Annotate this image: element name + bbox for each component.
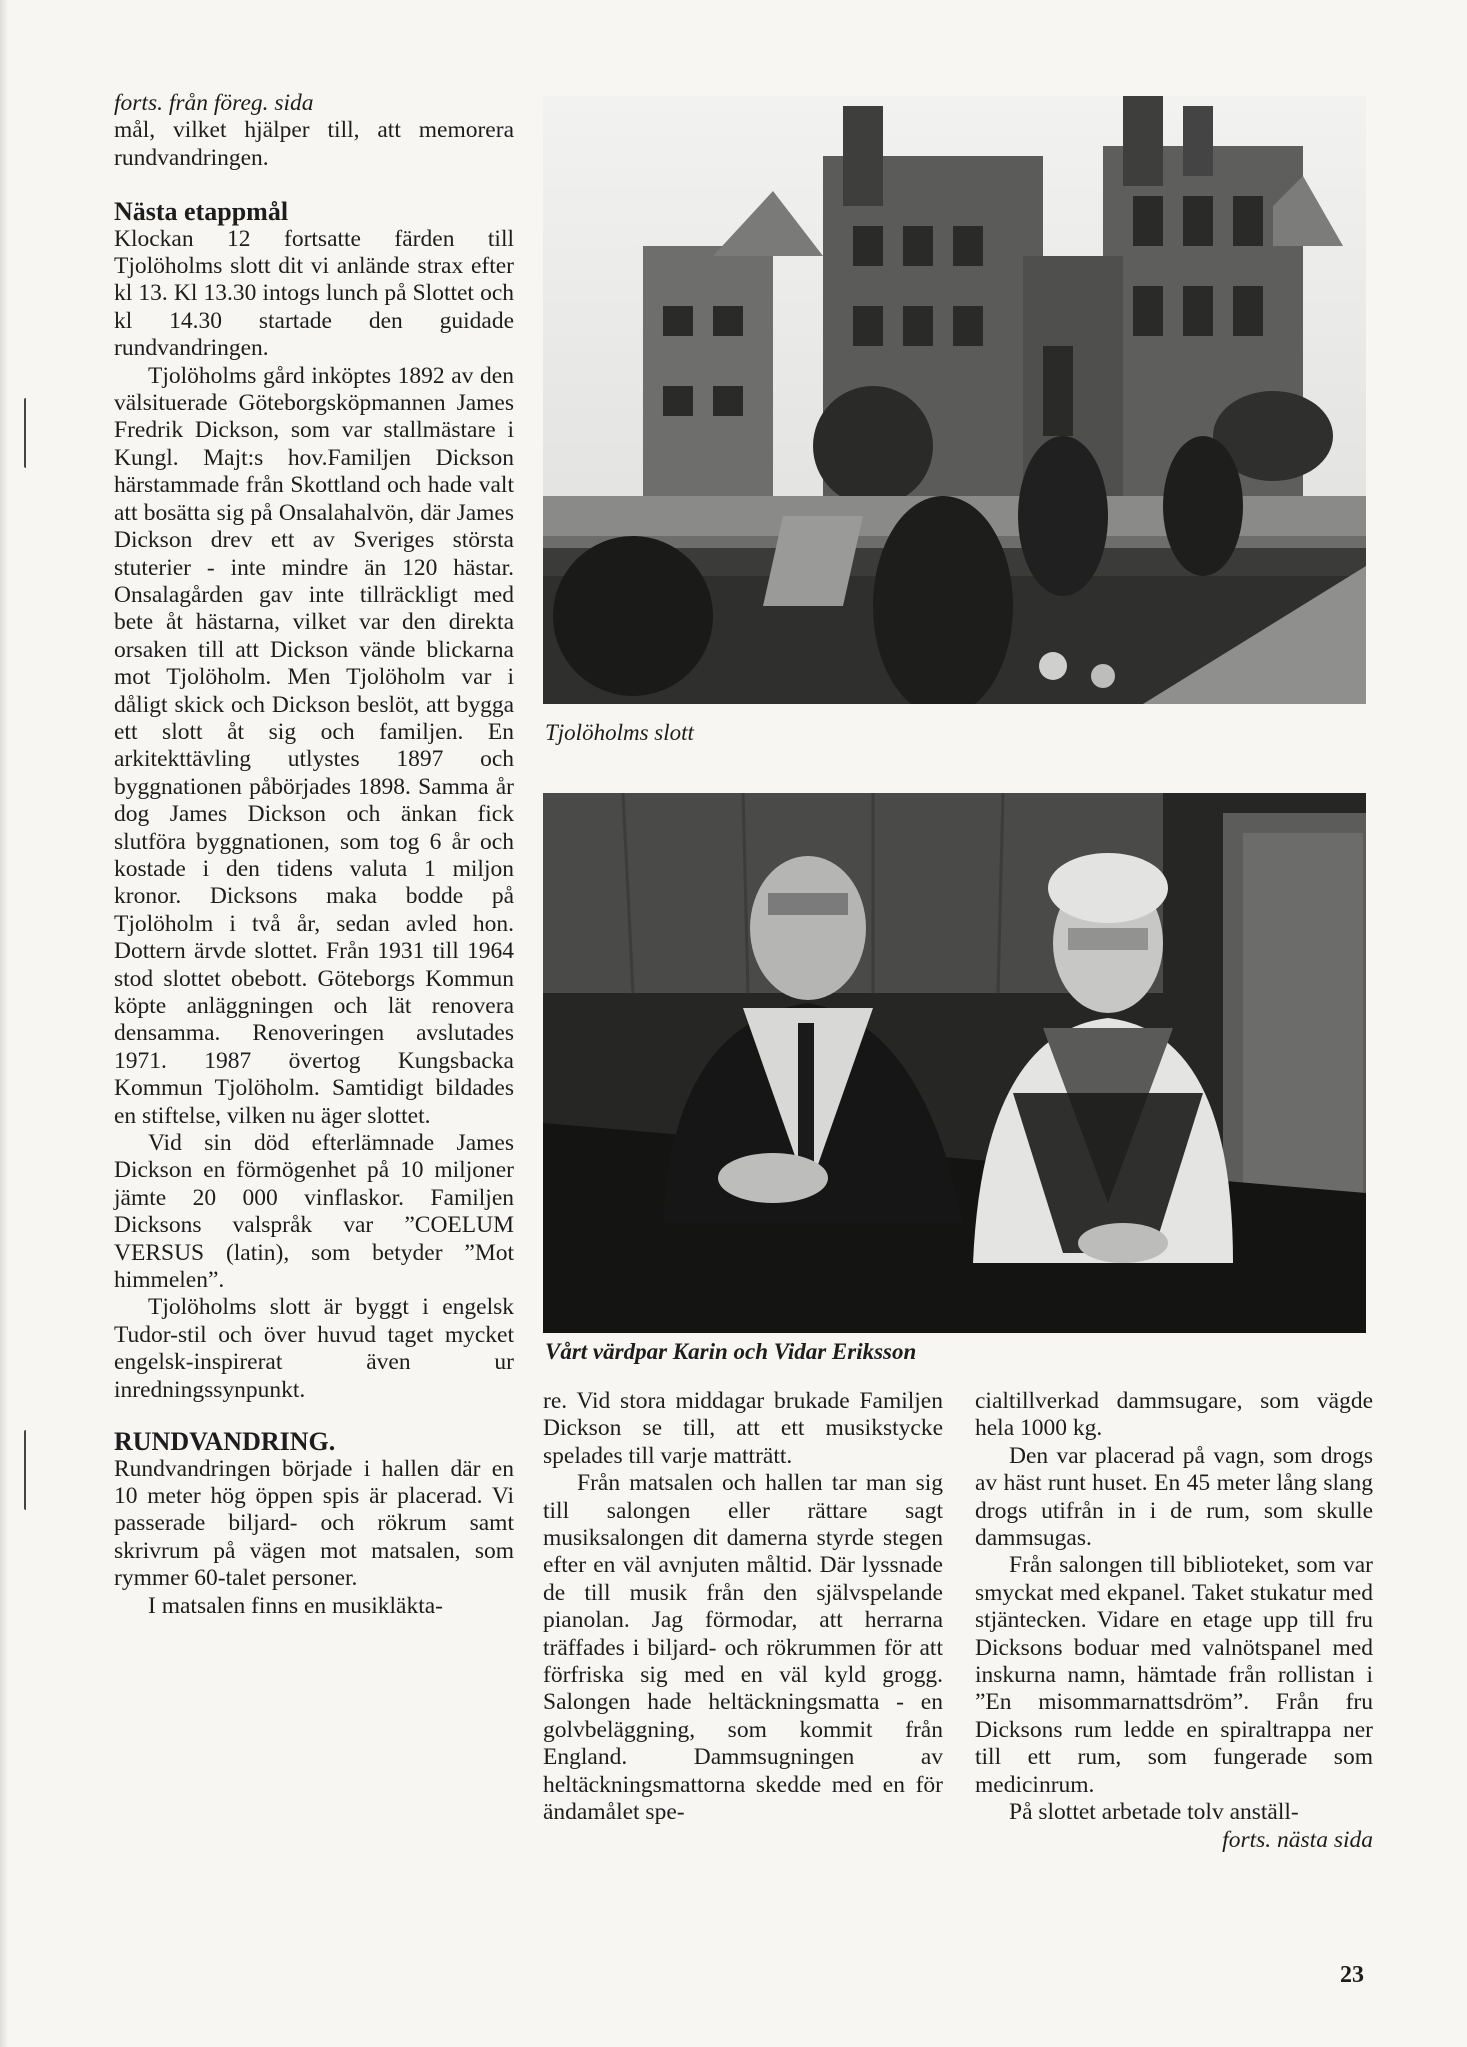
couple-photo — [543, 793, 1366, 1333]
paragraph: Den var placerad på vagn, som drogs av häst runt huset. En 45 meter lång slang drogs utifrån in i de rum, som skulle dammsugas. — [975, 1442, 1373, 1552]
paragraph: På slottet arbetade tolv anställ- — [1009, 1799, 1299, 1826]
paragraph: Tjolöholms gård inköptes 1892 av den välsituerade Göteborgsköpmannen James Fredrik Dickson, som var stallmästare i Kungl. Majt:s hov.Familjen Dickson härstammade från Skottland och hade valt att bosätta sig på Onsalahalvön, där James Dickson drev ett av Sveriges största stuterier - inte mindre än 120 hästar. Onsalagården gav inte tillräckligt med bete åt hästarna, vilket var den direkta orsaken till att Dickson vände blickarna mot Tjolöholm. Men Tjolöholm var i dåligt skick och Dickson beslöt, att bygga ett slott åt sig och familjen. En arkitekttävling utlystes 1897 och byggnationen påbörjades 1898. Samma år dog James Dickson och änkan fick slutföra byggnationen, som tog 6 år och kostade i den tidens valuta 1 miljon kronor. Dicksons maka bodde på Tjolöholm i två år, sedan avled hon. Dottern ärvde slottet. Från 1931 till 1964 stod slottet obebott. Göteborgs Kommun köpte anläggningen och lät renovera densamma. Renoveringen avslutades 1971. 1987 övertog Kungsbacka Kommun Tjolöholm. Samtidigt bildades en stiftelse, vilken nu äger slottet. — [114, 362, 514, 1129]
intro-text: mål, vilket hjälper till, att memorera rundvandringen. — [114, 117, 514, 171]
paragraph: Från matsalen och hallen tar man sig till salongen eller rättare sagt musiksalongen dit damerna styrde stegen efter en väl avnjuten måltid. Där lyssnade de till musik från den självspelande pianolan. Jag förmodar, att herrarna träffades i biljard- och rökrummen för att förfriska sig med en väl kyld grogg. Salongen hade heltäckningsmatta - en golvbeläggning, som kommit från England. Dammsugningen av heltäckningsmattorna skedde med en för ändamålet spe- — [543, 1470, 943, 1826]
column-3 — [975, 1388, 1373, 1854]
paragraph: Från salongen till biblioteket, som var smyckat med ekpanel. Taket stukatur med stjäntecken. Vidare en etage upp till fru Dicksons boduar med valnötspanel med inskurna namn, hämtade från rollistan i ”En misommarnattsdröm”. Från fru Dicksons rum ledde en spiraltrappa ner till ett rum, som fungerade som medicinrum. — [975, 1552, 1373, 1798]
paragraph: Tjolöholms slott är byggt i engelsk Tudor-stil och över huvud taget mycket engelsk-inspirerat även ur inredningssynpunkt. — [114, 1294, 514, 1403]
heading-nasta-etappmal: Nästa etappmål — [114, 197, 289, 227]
column-1 — [114, 90, 514, 1620]
couple-photo-caption: Vårt värdpar Karin och Vidar Eriksson — [545, 1339, 917, 1364]
paragraph: I matsalen finns en musikläkta- — [148, 1592, 443, 1619]
paragraph: re. Vid stora middagar brukade Familjen Dickson se till, att ett musikstycke spelades till varje matträtt. — [543, 1388, 943, 1469]
paragraph: cialtillverkad dammsugare, som vägde hela 1000 kg. — [975, 1388, 1373, 1442]
paragraph: Rundvandringen började i hallen där en 10 meter hög öppen spis är placerad. Vi passerade biljard- och rökrum samt skrivrum på vägen mot matsalen, som rymmer 60-talet personer. — [114, 1455, 514, 1592]
column-2 — [543, 1388, 943, 1827]
continued-to: forts. nästa sida — [1222, 1826, 1373, 1853]
margin-mark-top — [24, 398, 29, 468]
page-number: 23 — [1340, 1962, 1364, 1988]
castle-photo-caption: Tjolöholms slott — [545, 720, 694, 745]
continued-from: forts. från föreg. sida — [114, 90, 314, 116]
heading-rundvandring: RUNDVANDRING. — [114, 1427, 336, 1457]
paragraph: Klockan 12 fortsatte färden till Tjolöholms slott dit vi anlände strax efter kl 13. Kl 13.30 intogs lunch på Slottet och kl 14.30 startade den guidade rundvandringen. — [114, 225, 514, 362]
page-edge — [0, 0, 8, 2047]
paragraph: Vid sin död efterlämnade James Dickson en förmögenhet på 10 miljoner jämte 20 000 vinflaskor. Familjen Dicksons valspråk var ”COELUM VERSUS (latin), som betyder ”Mot himmelen”. — [114, 1130, 514, 1294]
margin-mark-bottom — [24, 1430, 29, 1510]
castle-photo — [543, 96, 1366, 704]
